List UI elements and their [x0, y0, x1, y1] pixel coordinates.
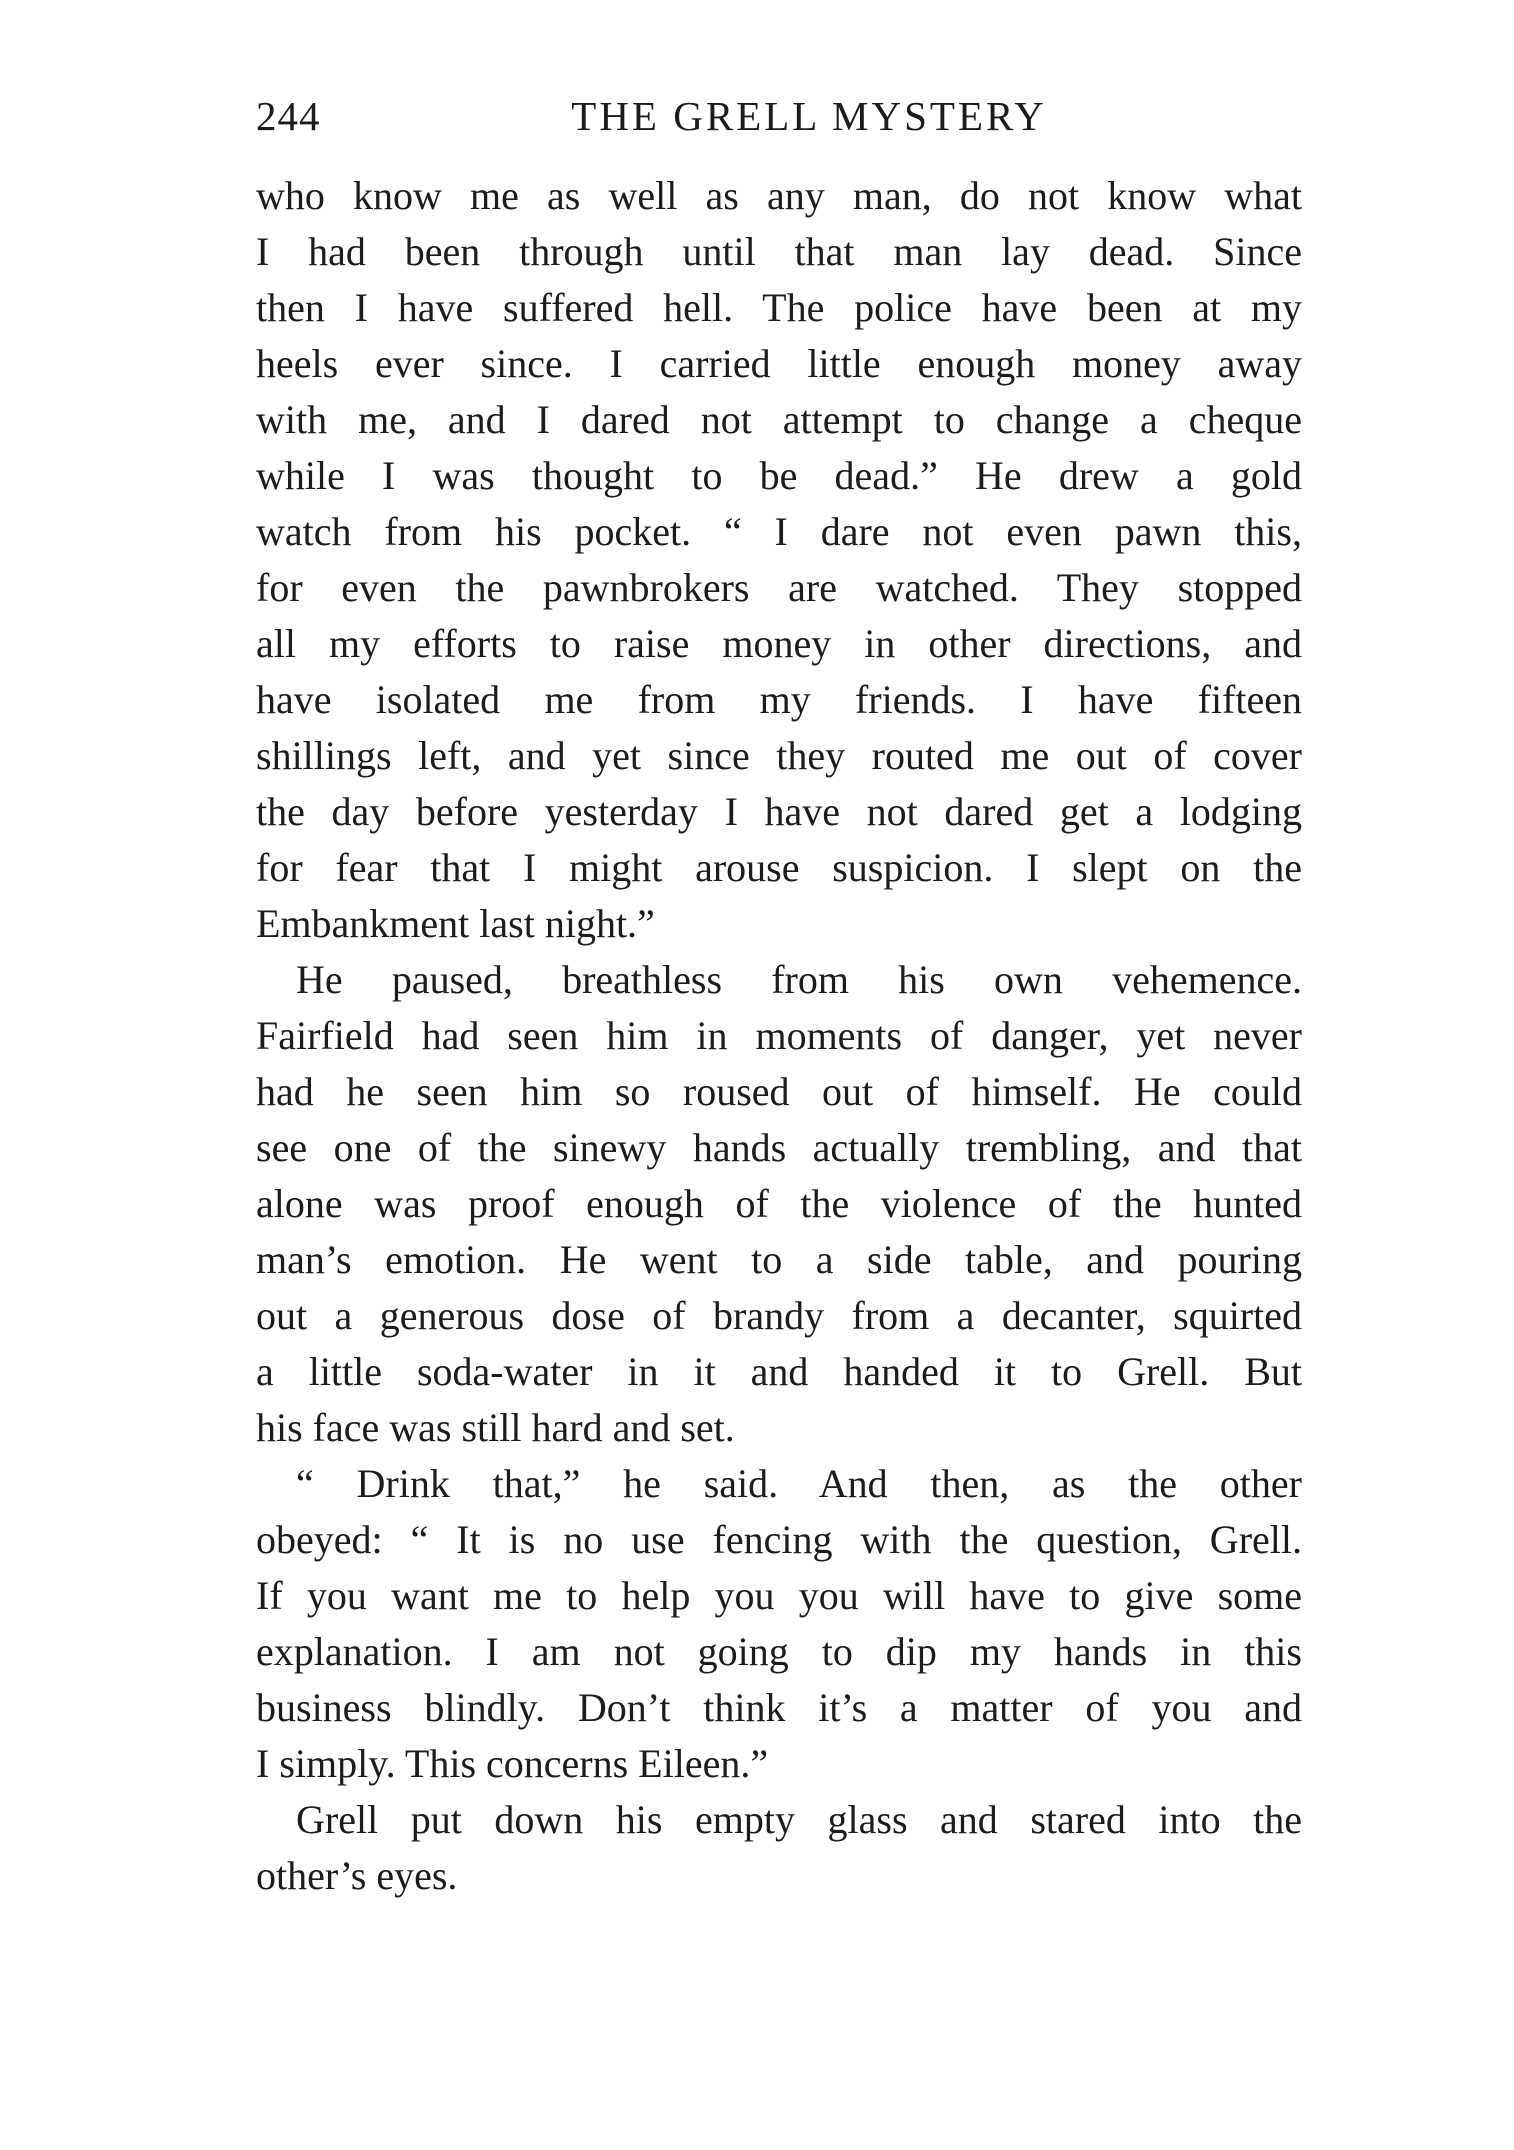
paragraph	[256, 1456, 1302, 1792]
text-line: have isolated me from my friends. I have fifteen	[256, 677, 1302, 722]
text-line: Embankment last night.”	[256, 901, 655, 946]
text-line: all my efforts to raise money in other directions, and	[256, 621, 1302, 666]
text-line: see one of the sinewy hands actually trembling, and that	[256, 1125, 1302, 1170]
text-line: business blindly. Don’t think it’s a matter of you and	[256, 1685, 1302, 1730]
text-line: watch from his pocket. “ I dare not even pawn this,	[256, 509, 1302, 554]
text-line: I simply. This concerns Eileen.”	[256, 1741, 769, 1786]
paragraph	[256, 952, 1302, 1456]
text-line: had he seen him so roused out of himself. He could	[256, 1069, 1302, 1114]
text-line: heels ever since. I carried little enough money away	[256, 341, 1302, 386]
text-line: He paused, breathless from his own vehemence.	[296, 957, 1302, 1002]
text-line: Grell put down his empty glass and stared into the	[296, 1797, 1302, 1842]
text-line: shillings left, and yet since they routed me out of cover	[256, 733, 1302, 778]
text-line: the day before yesterday I have not dared get a lodging	[256, 789, 1302, 834]
text-line: man’s emotion. He went to a side table, and pouring	[256, 1237, 1302, 1282]
page-number: 244	[256, 93, 321, 139]
text-line: I had been through until that man lay dead. Since	[256, 229, 1302, 274]
running-title: THE GRELL MYSTERY	[571, 93, 1047, 139]
running-head	[256, 86, 1302, 146]
body-text	[256, 168, 1302, 1904]
text-line: his face was still hard and set.	[256, 1405, 735, 1450]
text-line: Fairfield had seen him in moments of danger, yet never	[256, 1013, 1302, 1058]
text-line: a little soda-water in it and handed it to Grell. But	[256, 1349, 1302, 1394]
text-line: out a generous dose of brandy from a decanter, squirted	[256, 1293, 1302, 1338]
text-line: for even the pawnbrokers are watched. They stopped	[256, 565, 1302, 610]
paragraph	[256, 1792, 1302, 1904]
text-line: explanation. I am not going to dip my hands in this	[256, 1629, 1302, 1674]
text-line: alone was proof enough of the violence of the hunted	[256, 1181, 1302, 1226]
text-line: with me, and I dared not attempt to change a cheque	[256, 397, 1302, 442]
text-line: other’s eyes.	[256, 1853, 458, 1898]
text-line: who know me as well as any man, do not know what	[256, 173, 1302, 218]
text-line: obeyed: “ It is no use fencing with the question, Grell.	[256, 1517, 1302, 1562]
text-line: then I have suffered hell. The police have been at my	[256, 285, 1302, 330]
text-line: “ Drink that,” he said. And then, as the other	[296, 1461, 1302, 1506]
paragraph	[256, 168, 1302, 952]
text-line: for fear that I might arouse suspicion. I slept on the	[256, 845, 1302, 890]
text-line: If you want me to help you you will have to give some	[256, 1573, 1302, 1618]
text-line: while I was thought to be dead.” He drew a gold	[256, 453, 1302, 498]
